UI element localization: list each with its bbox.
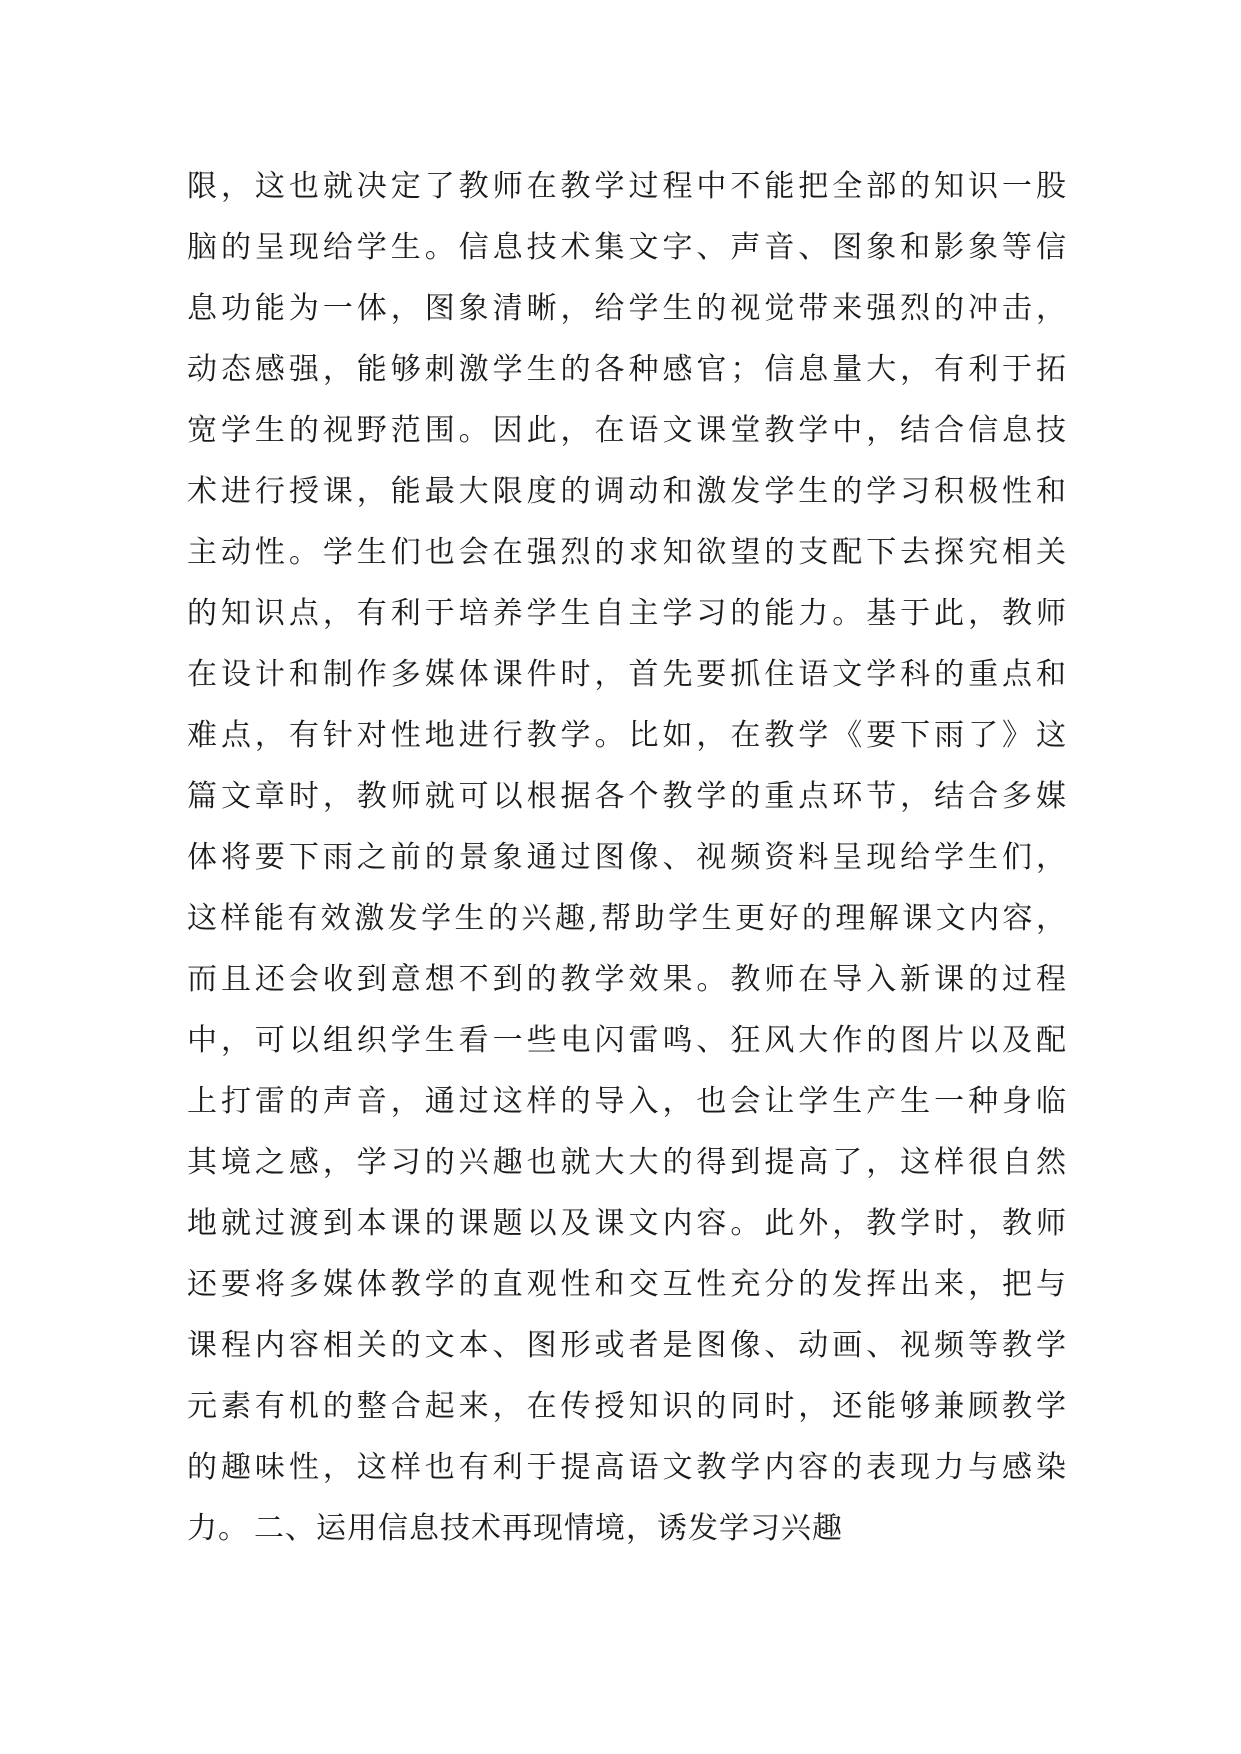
paragraph-line: 难点，有针对性地进行教学。比如，在教学《要下雨了》这 [187, 718, 1067, 753]
paragraph-line: 上打雷的声音，通过这样的导入，也会让学生产生一种身临 [187, 1084, 1067, 1119]
paragraph-line: 脑的呈现给学生。信息技术集文字、声音、图象和影象等信 [187, 230, 1067, 265]
paragraph-line: 篇文章时，教师就可以根据各个教学的重点环节，结合多媒 [187, 779, 1067, 814]
paragraph-line: 的知识点，有利于培养学生自主学习的能力。基于此，教师 [187, 596, 1067, 631]
paragraph-line: 其境之感，学习的兴趣也就大大的得到提高了，这样很自然 [187, 1145, 1067, 1180]
body-paragraph [187, 156, 1067, 1559]
paragraph-line: 中，可以组织学生看一些电闪雷鸣、狂风大作的图片以及配 [187, 1023, 1067, 1058]
paragraph-line: 术进行授课，能最大限度的调动和激发学生的学习积极性和 [187, 474, 1067, 509]
paragraph-line: 主动性。学生们也会在强烈的求知欲望的支配下去探究相关 [187, 535, 1067, 570]
paragraph-line: 元素有机的整合起来，在传授知识的同时，还能够兼顾教学 [187, 1389, 1067, 1424]
paragraph-line: 宽学生的视野范围。因此，在语文课堂教学中，结合信息技 [187, 413, 1067, 448]
paragraph-line: 地就过渡到本课的课题以及课文内容。此外，教学时，教师 [187, 1206, 1067, 1241]
paragraph-line: 息功能为一体，图象清晰，给学生的视觉带来强烈的冲击， [187, 291, 1067, 326]
section-heading: 二、运用信息技术再现情境，诱发学习兴趣 [254, 1511, 843, 1546]
paragraph-line: 的趣味性，这样也有利于提高语文教学内容的表现力与感染 [187, 1450, 1067, 1485]
paragraph-line: 力。 [187, 1511, 249, 1546]
paragraph-line: 而且还会收到意想不到的教学效果。教师在导入新课的过程 [187, 962, 1067, 997]
paragraph-line: 课程内容相关的文本、图形或者是图像、动画、视频等教学 [187, 1328, 1067, 1363]
paragraph-line: 还要将多媒体教学的直观性和交互性充分的发挥出来，把与 [187, 1267, 1067, 1302]
paragraph-line: 在设计和制作多媒体课件时，首先要抓住语文学科的重点和 [187, 657, 1067, 692]
paragraph-line: 这样能有效激发学生的兴趣,帮助学生更好的理解课文内容， [187, 901, 1067, 936]
paragraph-line: 动态感强，能够刺激学生的各种感官；信息量大，有利于拓 [187, 352, 1067, 387]
paragraph-line: 体将要下雨之前的景象通过图像、视频资料呈现给学生们， [187, 840, 1067, 875]
paragraph-line: 限，这也就决定了教师在教学过程中不能把全部的知识一股 [187, 169, 1067, 204]
